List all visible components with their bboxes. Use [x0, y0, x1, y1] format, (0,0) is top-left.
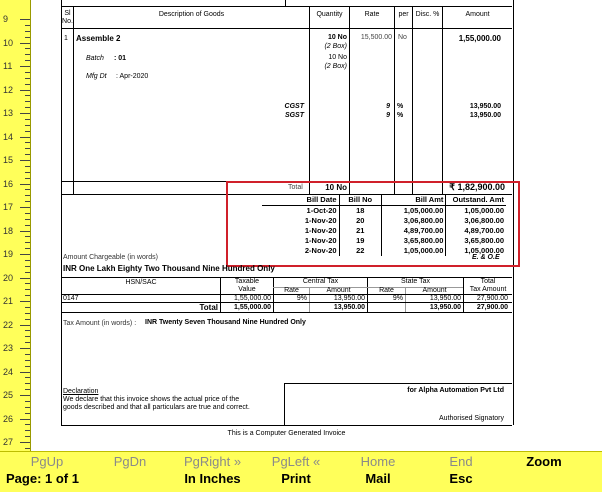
- header-amount: Amount: [465, 11, 490, 18]
- ruler-tick: [25, 37, 30, 38]
- hsn-total-taxable: 1,55,000.00: [234, 304, 271, 311]
- ruler-tick: [20, 90, 30, 91]
- ruler-number: 24: [3, 366, 14, 377]
- bill-outstanding: 4,89,700.00: [464, 226, 504, 235]
- vertical-ruler: [0, 0, 31, 451]
- ruler-tick: [25, 54, 30, 55]
- ruler-tick: [25, 295, 30, 296]
- ruler-tick: [25, 366, 30, 367]
- ruler-tick: [25, 407, 30, 408]
- ruler-tick: [25, 131, 30, 132]
- ruler-number: 11: [3, 61, 13, 71]
- ruler-number: 19: [3, 249, 14, 259]
- hsn-total-label: Total: [199, 303, 218, 312]
- eoe-note: E. & O.E: [472, 254, 500, 261]
- ruler-tick: [25, 436, 30, 437]
- mail-button[interactable]: Mail: [365, 471, 391, 486]
- hsn-central-amount: Amount: [326, 287, 351, 294]
- ruler-tick: [25, 142, 30, 143]
- item-qty: 10 No: [327, 34, 347, 41]
- declaration-title: Declaration: [63, 388, 99, 395]
- mfg-label: Mfg Dt: [86, 73, 107, 80]
- ruler-tick: [20, 160, 30, 161]
- hsn-total-header-2: Tax Amount: [469, 286, 507, 293]
- header-rate: Rate: [364, 11, 380, 18]
- print-button[interactable]: Print: [281, 471, 311, 486]
- ruler-tick: [25, 213, 30, 214]
- ruler-tick: [25, 101, 30, 102]
- in-inches-button[interactable]: In Inches: [184, 471, 241, 486]
- ruler-tick: [25, 260, 30, 261]
- bill-header-date: Bill Date: [262, 195, 339, 206]
- ruler-tick: [25, 413, 30, 414]
- hsn-row-taxable: 1,55,000.00: [234, 295, 271, 302]
- ruler-tick: [25, 360, 30, 361]
- header-sl-no: Sl No.: [62, 10, 73, 25]
- tax-sgst-rate: 9: [386, 112, 390, 119]
- hsn-taxable-header-2: Value: [238, 286, 256, 293]
- bill-no: 19: [339, 236, 381, 246]
- ruler-tick: [25, 154, 30, 155]
- ruler-tick: [25, 31, 30, 32]
- hsn-total-s-amt: 13,950.00: [429, 304, 461, 311]
- ruler-tick: [25, 342, 30, 343]
- hsn-state-amount: Amount: [422, 287, 447, 294]
- ruler-tick: [25, 48, 30, 49]
- bill-header-no: Bill No: [339, 195, 381, 206]
- tax-sgst-pct: %: [397, 112, 404, 119]
- ruler-tick: [20, 372, 30, 373]
- ruler-tick: [20, 442, 30, 443]
- ruler-tick: [20, 254, 30, 255]
- ruler-tick: [25, 219, 30, 220]
- declaration-line-1: We declare that this invoice shows the actual price of the: [63, 396, 240, 403]
- batch-qty: 10 No: [328, 54, 347, 61]
- total-amount: ₹ 1,82,900.00: [449, 182, 505, 192]
- ruler-tick: [25, 78, 30, 79]
- ruler-tick: [25, 330, 30, 331]
- hsn-row-s-rate: 9%: [392, 295, 403, 302]
- batch-box: (2 Box): [324, 63, 347, 70]
- ruler-tick: [25, 319, 30, 320]
- bill-no: 22: [339, 246, 381, 256]
- ruler-number: 25: [3, 390, 14, 400]
- ruler-tick: [25, 72, 30, 73]
- bill-no: 21: [339, 226, 381, 236]
- esc-button[interactable]: Esc: [449, 471, 473, 486]
- hsn-header: HSN/SAC: [125, 279, 157, 286]
- page-indicator: Page: 1 of 1: [6, 471, 79, 486]
- ruler-tick: [25, 178, 30, 179]
- ruler-number: 14: [3, 131, 14, 142]
- hsn-taxable-header: Taxable: [234, 278, 260, 285]
- item-amount: 1,55,000.00: [458, 34, 501, 43]
- ruler-number: 13: [3, 108, 14, 118]
- ruler-tick: [25, 242, 30, 243]
- signatory-company: for Alpha Automation Pvt Ltd: [407, 387, 504, 394]
- hsn-row-total: 27,900.00: [476, 295, 508, 302]
- ruler-tick: [25, 172, 30, 173]
- ruler-tick: [25, 201, 30, 202]
- hsn-central-rate: Rate: [284, 287, 299, 294]
- bill-header-outstanding: Outstand. Amt: [446, 195, 506, 206]
- zoom-button[interactable]: Zoom: [526, 454, 562, 469]
- bill-outstanding: 3,65,800.00: [464, 236, 504, 245]
- ruler-number: 12: [3, 84, 14, 95]
- ruler-tick: [20, 231, 30, 232]
- bill-date: 1-Nov-20: [262, 216, 339, 226]
- ruler-tick: [25, 336, 30, 337]
- end-button[interactable]: End: [449, 454, 473, 469]
- amount-words-value: INR One Lakh Eighty Two Thousand Nine Hundred Only: [63, 264, 275, 273]
- ruler-tick: [25, 283, 30, 284]
- ruler-tick: [20, 301, 30, 302]
- ruler-tick: [25, 354, 30, 355]
- ruler-tick: [25, 448, 30, 449]
- ruler-number: 27: [3, 437, 14, 447]
- home-button[interactable]: Home: [360, 454, 396, 469]
- ruler-tick: [25, 195, 30, 196]
- ruler-number: 20: [3, 272, 14, 283]
- bill-outstanding: 1,05,000.00: [464, 206, 504, 215]
- hsn-row-code: 0147: [63, 295, 79, 302]
- item-rate: 15,500.00: [360, 34, 392, 41]
- ruler-tick: [25, 266, 30, 267]
- item-name: Assemble 2: [76, 34, 121, 43]
- bill-date: 1-Oct-20: [262, 206, 339, 217]
- ruler-tick: [25, 25, 30, 26]
- header-disc: Disc. %: [415, 11, 440, 18]
- tax-cgst-rate: 9: [386, 103, 390, 110]
- hsn-row-c-amt: 13,950.00: [333, 295, 365, 302]
- bill-amt: 3,06,800.00: [381, 216, 445, 226]
- pgright-button[interactable]: PgRight »: [183, 454, 242, 469]
- tax-sgst-amount: 13,950.00: [469, 112, 501, 119]
- ruler-number: 22: [3, 319, 14, 330]
- tax-cgst-name: CGST: [284, 103, 304, 110]
- tax-sgst-name: SGST: [284, 112, 304, 119]
- bill-date: 1-Nov-20: [262, 226, 339, 236]
- hsn-central-header: Central Tax: [302, 278, 339, 285]
- ruler-number: 26: [3, 413, 14, 424]
- ruler-tick: [25, 107, 30, 108]
- ruler-tick: [25, 119, 30, 120]
- header-per: per: [398, 11, 409, 18]
- hsn-state-rate: Rate: [379, 287, 394, 294]
- ruler-tick: [25, 272, 30, 273]
- total-label: Total: [288, 184, 303, 191]
- ruler-tick: [20, 184, 30, 185]
- bill-no: 18: [339, 206, 381, 217]
- hsn-state-header: State Tax: [400, 278, 431, 285]
- ruler-tick: [25, 389, 30, 390]
- header-description: Description of Goods: [158, 11, 225, 18]
- ruler-number: 23: [3, 343, 14, 353]
- ruler-tick: [25, 248, 30, 249]
- declaration-line-2: goods described and that all particulars are true and correct.: [63, 404, 250, 411]
- pgdn-button[interactable]: PgDn: [113, 454, 147, 469]
- tax-words-value: INR Twenty Seven Thousand Nine Hundred Only: [145, 319, 306, 326]
- ruler-tick: [25, 84, 30, 85]
- ruler-number: 21: [3, 296, 14, 306]
- ruler-tick: [25, 166, 30, 167]
- bill-amt: 1,05,000.00: [381, 246, 445, 256]
- ruler-tick: [25, 236, 30, 237]
- header-quantity: Quantity: [316, 11, 343, 18]
- ruler-number: 18: [3, 225, 14, 236]
- bill-outstanding: 3,06,800.00: [464, 216, 504, 225]
- total-qty: 10 No: [325, 183, 347, 192]
- amount-words-label: Amount Chargeable (in words): [63, 254, 158, 261]
- ruler-number: 16: [3, 178, 14, 189]
- tax-cgst-amount: 13,950.00: [469, 103, 501, 110]
- ruler-tick: [20, 66, 30, 67]
- ruler-tick: [20, 19, 30, 20]
- ruler-number: 10: [3, 37, 14, 48]
- bill-date: 2-Nov-20: [262, 246, 339, 256]
- footer-note: This is a Computer Generated Invoice: [227, 430, 346, 437]
- ruler-tick: [25, 430, 30, 431]
- item-qty-box: (2 Box): [324, 43, 347, 50]
- ruler-tick: [20, 325, 30, 326]
- bill-outstanding: 1,05,000.00: [464, 246, 504, 255]
- ruler-tick: [25, 307, 30, 308]
- item-per: No: [398, 34, 407, 41]
- ruler-tick: [20, 395, 30, 396]
- hsn-row-s-amt: 13,950.00: [429, 295, 461, 302]
- ruler-tick: [25, 189, 30, 190]
- ruler-tick: [25, 401, 30, 402]
- ruler-tick: [20, 348, 30, 349]
- hsn-total-header: Total: [480, 278, 496, 285]
- ruler-tick: [20, 207, 30, 208]
- mfg-value: : Apr-2020: [116, 73, 149, 80]
- ruler-tick: [25, 148, 30, 149]
- bill-no: 20: [339, 216, 381, 226]
- hsn-total-c-amt: 13,950.00: [333, 304, 365, 311]
- ruler-tick: [25, 383, 30, 384]
- ruler-tick: [20, 419, 30, 420]
- tax-cgst-pct: %: [397, 103, 404, 110]
- ruler-tick: [25, 313, 30, 314]
- ruler-tick: [20, 278, 30, 279]
- bill-amt: 1,05,000.00: [381, 206, 445, 217]
- bill-amt: 3,65,800.00: [381, 236, 445, 246]
- bill-amt: 4,89,700.00: [381, 226, 445, 236]
- ruler-tick: [25, 424, 30, 425]
- bill-date: 1-Nov-20: [262, 236, 339, 246]
- ruler-tick: [20, 137, 30, 138]
- preview-key-bar: [0, 451, 602, 492]
- ruler-number: 17: [3, 202, 14, 212]
- ruler-tick: [20, 113, 30, 114]
- ruler-tick: [25, 289, 30, 290]
- hsn-row-c-rate: 9%: [296, 295, 307, 302]
- ruler-tick: [25, 60, 30, 61]
- ruler-tick: [25, 225, 30, 226]
- ruler-tick: [25, 377, 30, 378]
- ruler-tick: [25, 95, 30, 96]
- hsn-total-total: 27,900.00: [476, 304, 508, 311]
- pgleft-button[interactable]: PgLeft «: [271, 454, 321, 469]
- ruler-tick: [20, 43, 30, 44]
- ruler-number: 15: [3, 155, 14, 165]
- ruler-number: 9: [3, 14, 9, 24]
- signatory-label: Authorised Signatory: [439, 415, 504, 422]
- item-sl: 1: [64, 35, 68, 42]
- pgup-button[interactable]: PgUp: [30, 454, 64, 469]
- batch-label: Batch: [86, 55, 104, 62]
- bill-header-amt: Bill Amt: [381, 195, 445, 206]
- ruler-tick: [25, 125, 30, 126]
- highlight-box: [226, 181, 520, 267]
- tax-words-label: Tax Amount (in words) :: [63, 320, 137, 327]
- batch-value: : 01: [114, 55, 127, 62]
